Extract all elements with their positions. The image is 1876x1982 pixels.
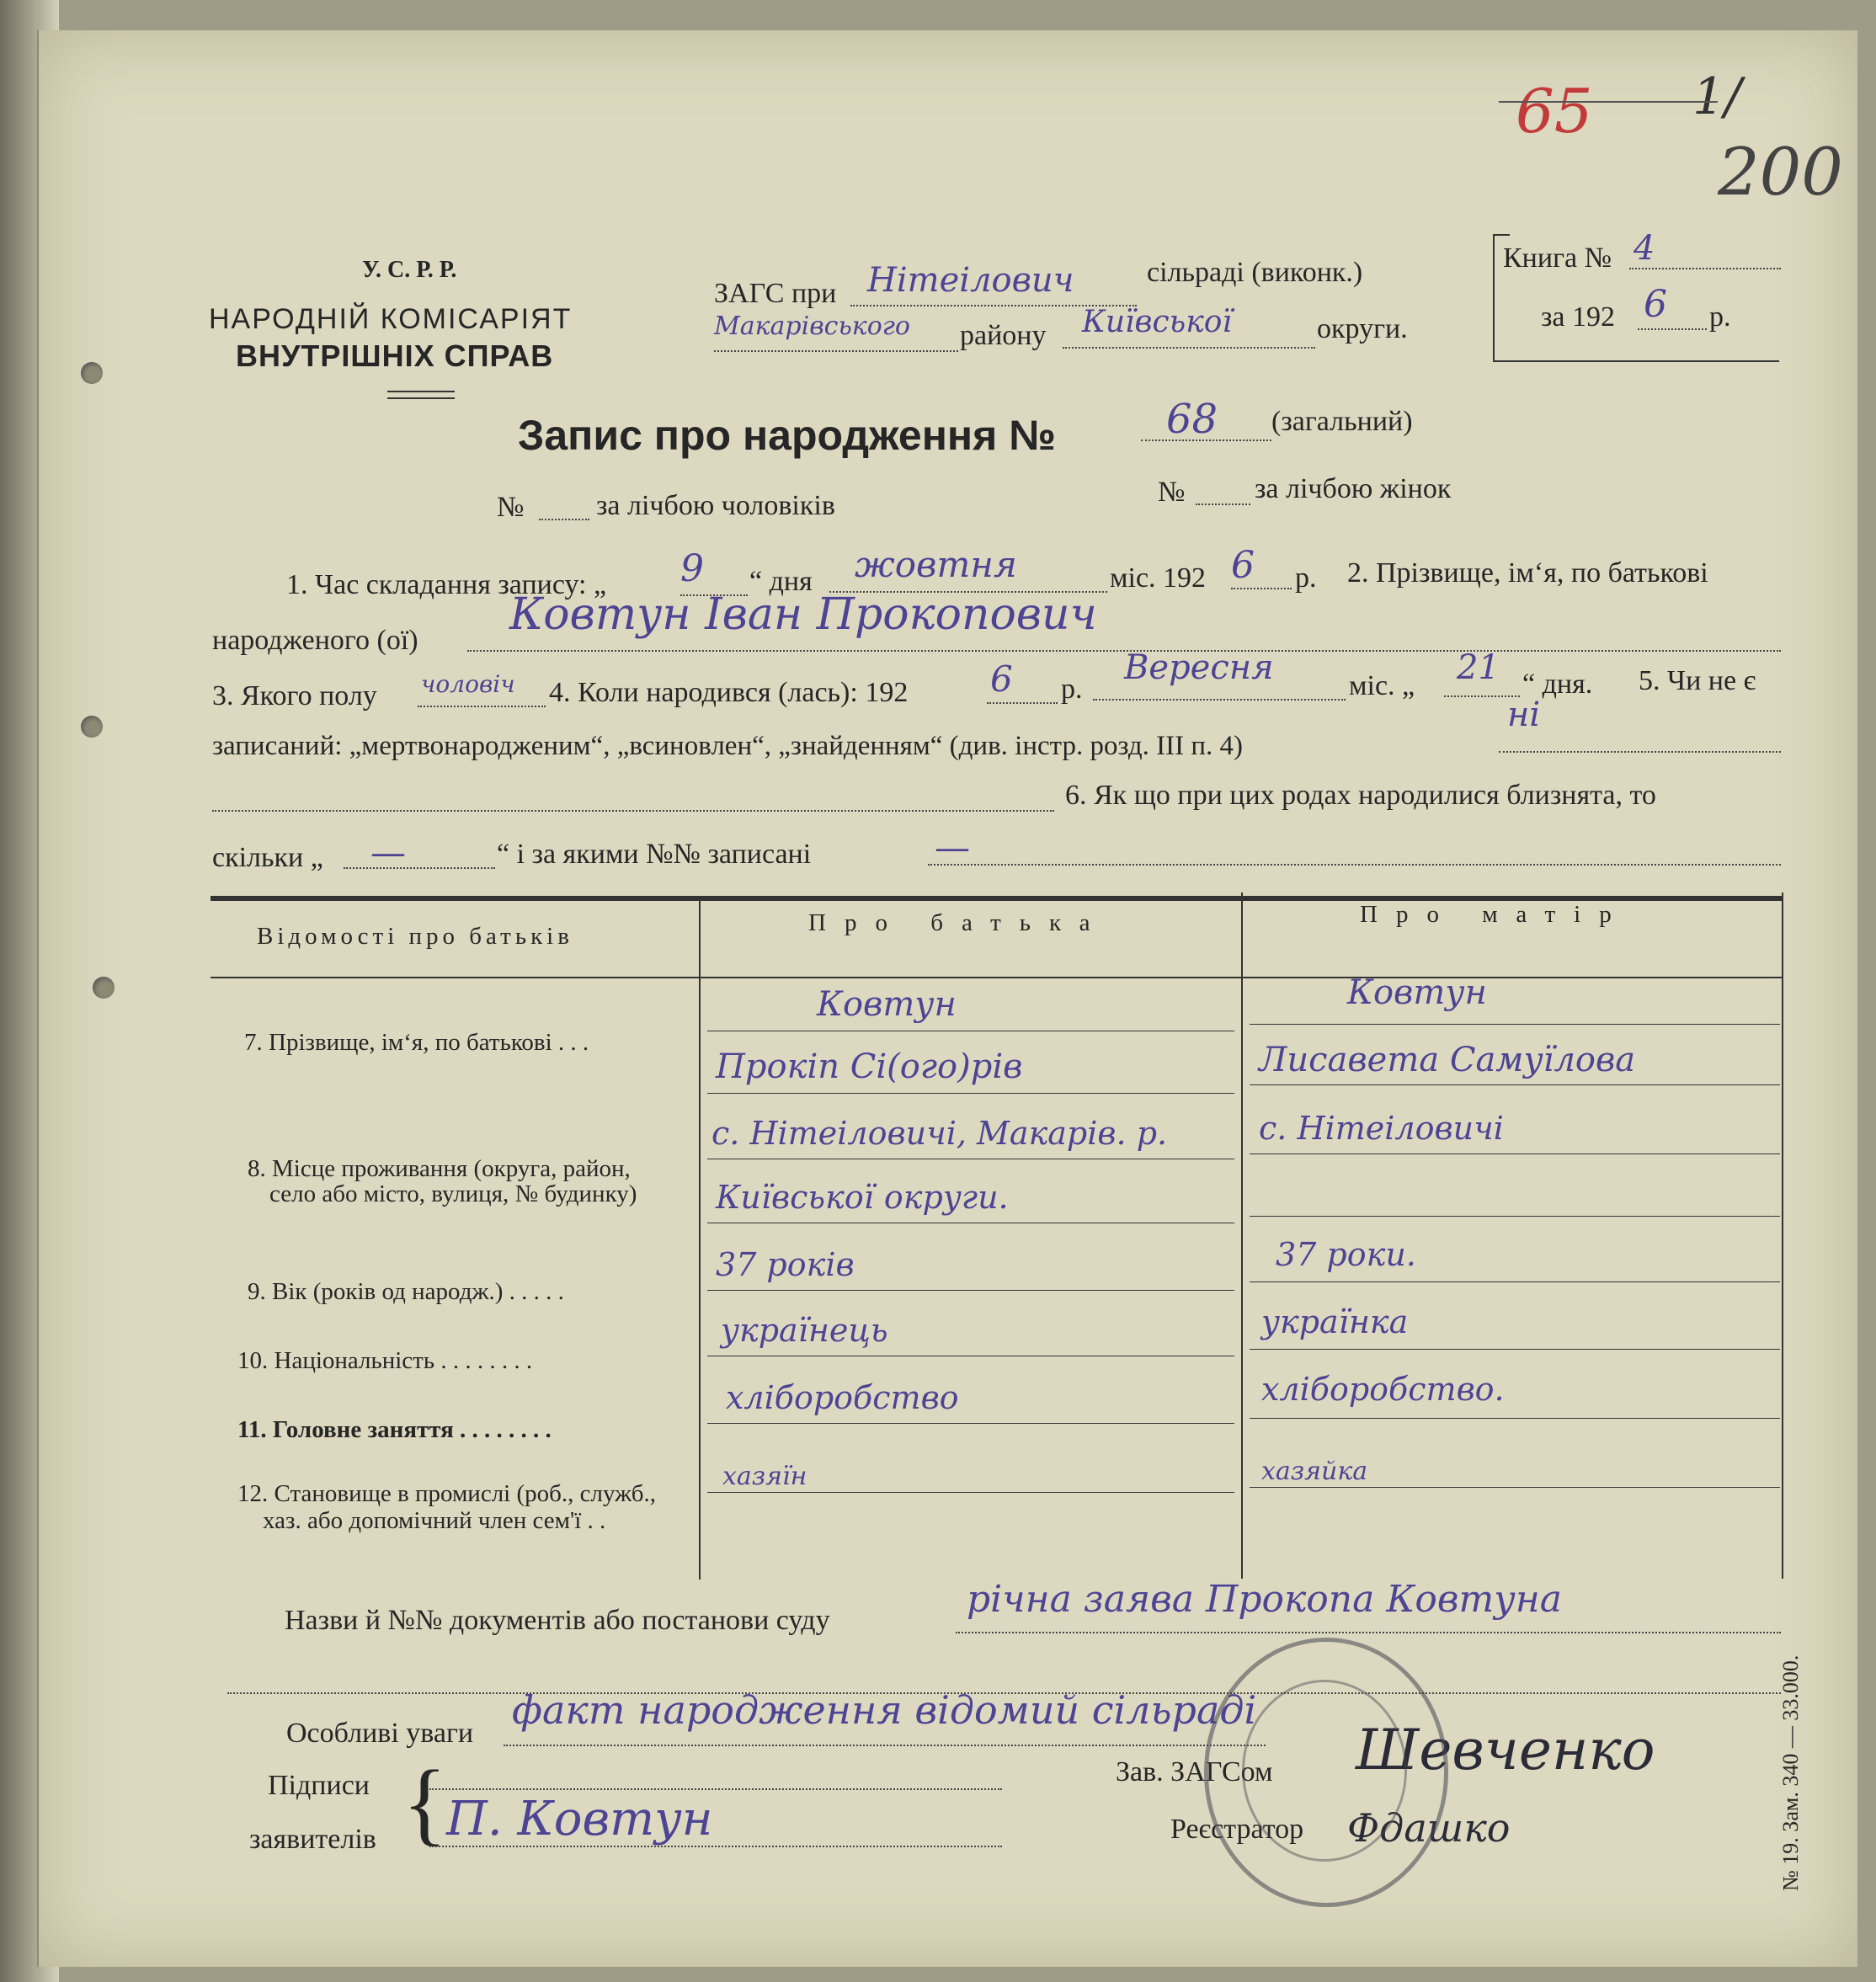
okruha-label: округи. (1317, 313, 1408, 344)
table-header-info: Відомості про батьків (257, 923, 573, 950)
table-header-father: Про батька (808, 909, 1109, 936)
birth-month: Вересня (1124, 648, 1274, 687)
okruha-value: Київської (1082, 305, 1232, 339)
record-day: 9 (680, 547, 704, 590)
mother-age: 37 роки. (1276, 1236, 1416, 1273)
rayon-label: району (960, 320, 1047, 351)
record-month-suffix: міс. 192 (1110, 562, 1207, 594)
row-8-label-cont: село або місто, вулиця, № будинку) (269, 1180, 637, 1207)
state-abbrev: У. С. Р. Р. (362, 257, 457, 283)
book-year-prefix: за 192 (1541, 301, 1616, 333)
father-nationality: українець (721, 1312, 888, 1349)
archive-red-number: 65 (1516, 76, 1593, 147)
record-number: 68 (1166, 396, 1218, 443)
notes-value: факт народження відомий сільраді (512, 1687, 1257, 1733)
punch-hole (81, 716, 103, 738)
field-5-text: записаний: „мертвонародженим“, „всиновлен“, „знайденням“ (див. інстр. розд. III п. 4) (212, 731, 1244, 761)
women-count-prefix: № (1158, 477, 1186, 508)
mother-occupation: хліборобство. (1261, 1371, 1505, 1408)
mother-surname: Ковтун (1347, 973, 1487, 1012)
father-residence-cont: Київської округи. (716, 1179, 1009, 1216)
twins-numbers: — (935, 827, 970, 868)
father-position: хазяїн (722, 1462, 807, 1491)
zags-head-label: Зав. ЗАГСом (1116, 1756, 1273, 1788)
commissariat-subtitle: ВНУТРІШНІХ СПРАВ (236, 338, 554, 373)
notes-label: Особливі уваги (286, 1718, 474, 1749)
field-4-label: 4. Коли народився (лась): 192 (549, 677, 909, 708)
field-2-label: 2. Прізвище, ім‘я, по батькові (1347, 557, 1708, 589)
book-year-digit: 6 (1644, 283, 1667, 326)
row-7-label: 7. Прізвище, ім‘я, по батькові . . . (244, 1029, 589, 1056)
field-1-label: 1. Час складання запису: „ (286, 569, 607, 600)
field-3-label: 3. Якого полу (212, 680, 377, 711)
women-count-label: за лічбою жінок (1255, 473, 1452, 504)
twins-count: — (370, 832, 406, 873)
row-9-label: 9. Вік (років од народж.) . . . . . (248, 1278, 564, 1305)
father-occupation: хліборобство (726, 1379, 959, 1416)
row-11-label: 11. Головне заняття . . . . . . . . (237, 1416, 552, 1443)
birth-year-suffix: р. (1061, 674, 1083, 705)
punch-hole (81, 362, 103, 384)
field-5-label: 5. Чи не є (1639, 665, 1756, 696)
men-count-label: за лічбою чоловіків (596, 490, 835, 521)
punch-hole (93, 977, 115, 999)
birth-day-suffix: “ дня. (1522, 669, 1593, 700)
record-year-digit: 6 (1231, 544, 1255, 587)
field-2-label-cont: народженого (ої) (212, 625, 418, 656)
mother-name: Лисавета Самуїлова (1259, 1041, 1636, 1079)
birth-day: 21 (1457, 648, 1500, 687)
zags-label: ЗАГС при (714, 278, 837, 309)
book-label: Книга № (1503, 242, 1612, 274)
archive-mark: 1/ (1692, 67, 1742, 126)
field-6-text-a: скільки „ (212, 842, 323, 873)
print-code: № 19. Зам. 340 — 33.000. (1778, 1654, 1803, 1891)
row-8-label: 8. Місце проживання (округа, район, (248, 1155, 631, 1182)
men-count-prefix: № (497, 492, 525, 523)
book-year-suffix: р. (1709, 301, 1731, 333)
birth-month-suffix: міс. „ (1349, 670, 1415, 701)
signatures-label-cont: заявителів (249, 1824, 376, 1855)
mother-nationality: українка (1261, 1303, 1409, 1340)
document-title: Запис про народження № (518, 412, 1056, 459)
documents-value: річна заява Прокопа Ковтуна (967, 1578, 1562, 1621)
birth-year-digit: 6 (990, 658, 1013, 700)
record-day-suffix: “ дня (749, 566, 813, 597)
record-month: жовтня (855, 544, 1017, 585)
father-surname: Ковтун (817, 985, 957, 1024)
applicant-signature: П. Ковтун (446, 1792, 713, 1846)
book-number: 4 (1634, 229, 1655, 268)
zags-head-signature: Шевченко (1356, 1718, 1655, 1782)
row-12-label-cont: хаз. або допомічний член сем'ї . . (263, 1507, 606, 1534)
registrar-signature: Фдашко (1347, 1805, 1511, 1851)
mother-residence: с. Нітеіловичі (1259, 1110, 1504, 1147)
father-residence: с. Нітеіловичі, Макарів. р. (711, 1115, 1168, 1152)
village-council-label: сільраді (виконк.) (1147, 257, 1363, 288)
documents-label: Назви й №№ документів або постанови суду (285, 1605, 830, 1636)
rayon-value: Макарівського (714, 312, 910, 341)
registrar-label: Реєстратор (1170, 1814, 1304, 1845)
title-suffix: (загальний) (1271, 406, 1413, 437)
child-full-name: Ковтун Іван Прокопович (509, 589, 1097, 640)
record-year-suffix: р. (1295, 562, 1317, 594)
field-6-text-b: “ і за якими №№ записані (497, 839, 812, 870)
official-stamp-inner (1242, 1680, 1407, 1862)
father-age: 37 років (716, 1246, 855, 1283)
child-sex: чоловіч (421, 670, 515, 698)
field-5-value: ні (1507, 695, 1541, 734)
signatures-label: Підписи (268, 1770, 370, 1801)
mother-position: хазяйка (1261, 1457, 1368, 1486)
archive-page-number: 200 (1718, 135, 1843, 210)
father-name: Прокіп Сі(ого)рів (716, 1047, 1023, 1086)
row-10-label: 10. Національність . . . . . . . . (237, 1347, 533, 1374)
commissariat-title: НАРОДНІЙ КОМІСАРІЯТ (209, 303, 573, 335)
zags-village-value: Нітеілович (867, 261, 1074, 300)
field-6-label: 6. Як що при цих родах народилися близнята, то (1065, 780, 1656, 811)
row-12-label: 12. Становище в промислі (роб., служб., (237, 1480, 657, 1507)
table-header-mother: Про матір (1360, 901, 1630, 928)
